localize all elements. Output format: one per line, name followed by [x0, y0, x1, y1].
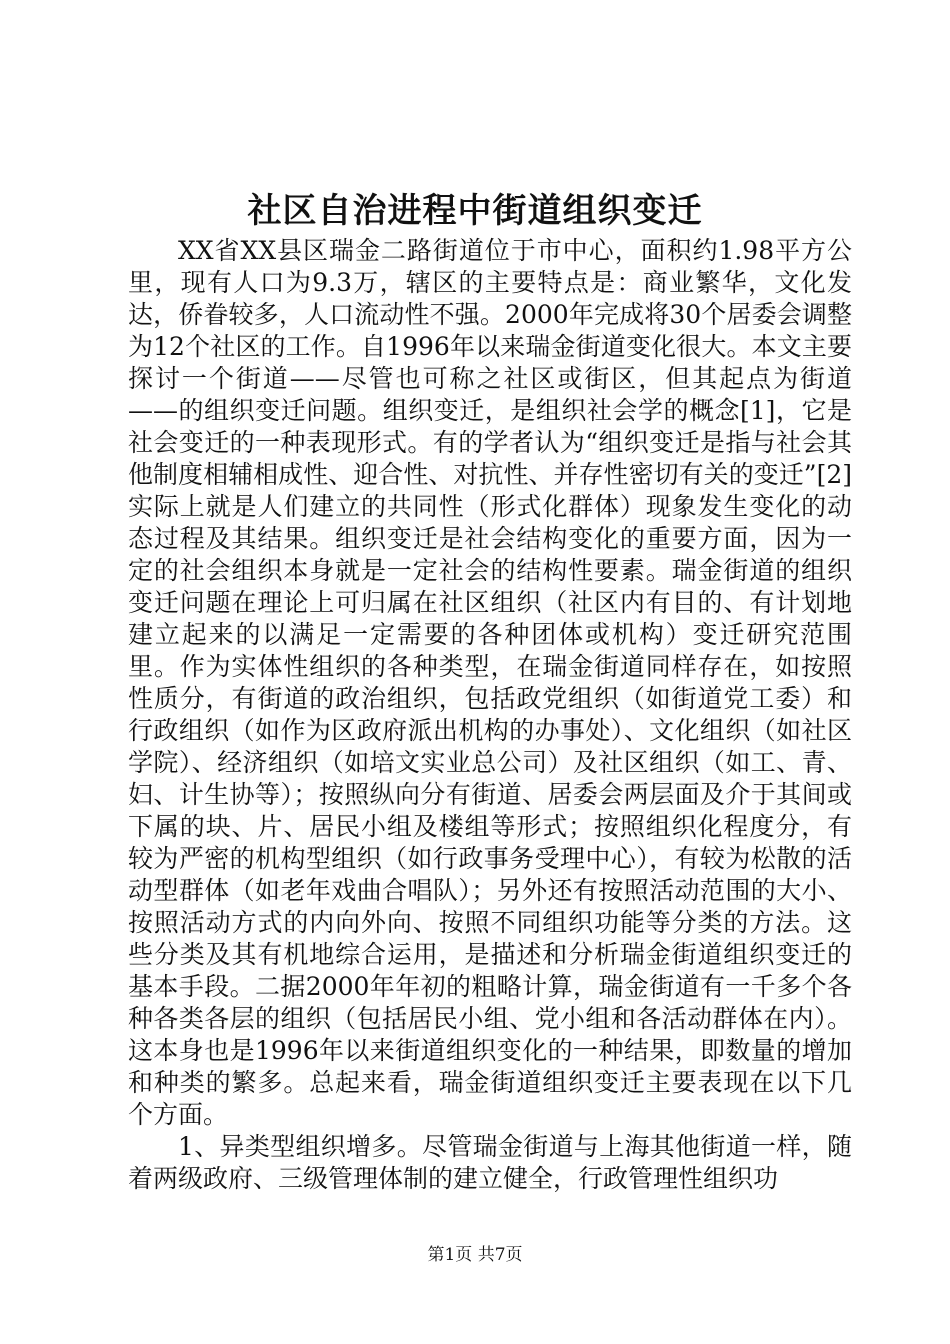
paragraph: XX省XX县区瑞金二路街道位于市中心，面积约1.98平方公里，现有人口为9.3万，辖区的主要特点是：商业繁华，文化发达，侨眷较多，人口流动性不强。2000年完成将30个居委会调整为12个社区的工作。自1996年以来瑞金街道变化很大。本文主要探讨一个街道——尽管也可称之社区或街区，但其起点为街道——的组织变迁问题。组织变迁，是组织社会学的概念[1]，它是社会变迁的一种表现形式。有的学者认为“组织变迁是指与社会其他制度相辅相成性、迎合性、对抗性、并存性密切有关的变迁”[2]实际上就是人们建立的共同性（形式化群体）现象发生变化的动态过程及其结果。组织变迁是社会结构变化的重要方面，因为一定的社会组织本身就是一定社会的结构性要素。瑞金街道的组织变迁问题在理论上可归属在社区组织（社区内有目的、有计划地建立起来的以满足一定需要的各种团体或机构）变迁研究范围里。作为实体性组织的各种类型，在瑞金街道同样存在，如按照性质分，有街道的政治组织，包括政党组织（如街道党工委）和行政组织（如作为区政府派出机构的办事处）、文化组织（如社区学院）、经济组织（如培文实业总公司）及社区组织（如工、青、妇、计生协等）；按照纵向分有街道、居委会两层面及介于其间或下属的块、片、居民小组及楼组等形式；按照组织化程度分，有较为严密的机构型组织（如行政事务受理中心），有较为松散的活动型群体（如老年戏曲合唱队）；另外还有按照活动范围的大小、按照活动方式的内向外向、按照不同组织功能等分类的方法。这些分类及其有机地综合运用，是描述和分析瑞金街道组织变迁的基本手段。二据2000年年初的粗略计算，瑞金街道有一千多个各种各类各层的组织（包括居民小组、党小组和各活动群体在内）。这本身也是1996年以来街道组织变化的一种结果，即数量的增加和种类的繁多。总起来看，瑞金街道组织变迁主要表现在以下几个方面。: [128, 236, 852, 1129]
page-footer: 第1页 共7页: [427, 1245, 523, 1265]
document-title: 社区自治进程中街道组织变迁: [247, 191, 703, 231]
document-body: [128, 235, 852, 1195]
paragraph: 1、异类型组织增多。尽管瑞金街道与上海其他街道一样，随着两级政府、三级管理体制的建立健全，行政管理性组织功: [128, 1132, 852, 1193]
